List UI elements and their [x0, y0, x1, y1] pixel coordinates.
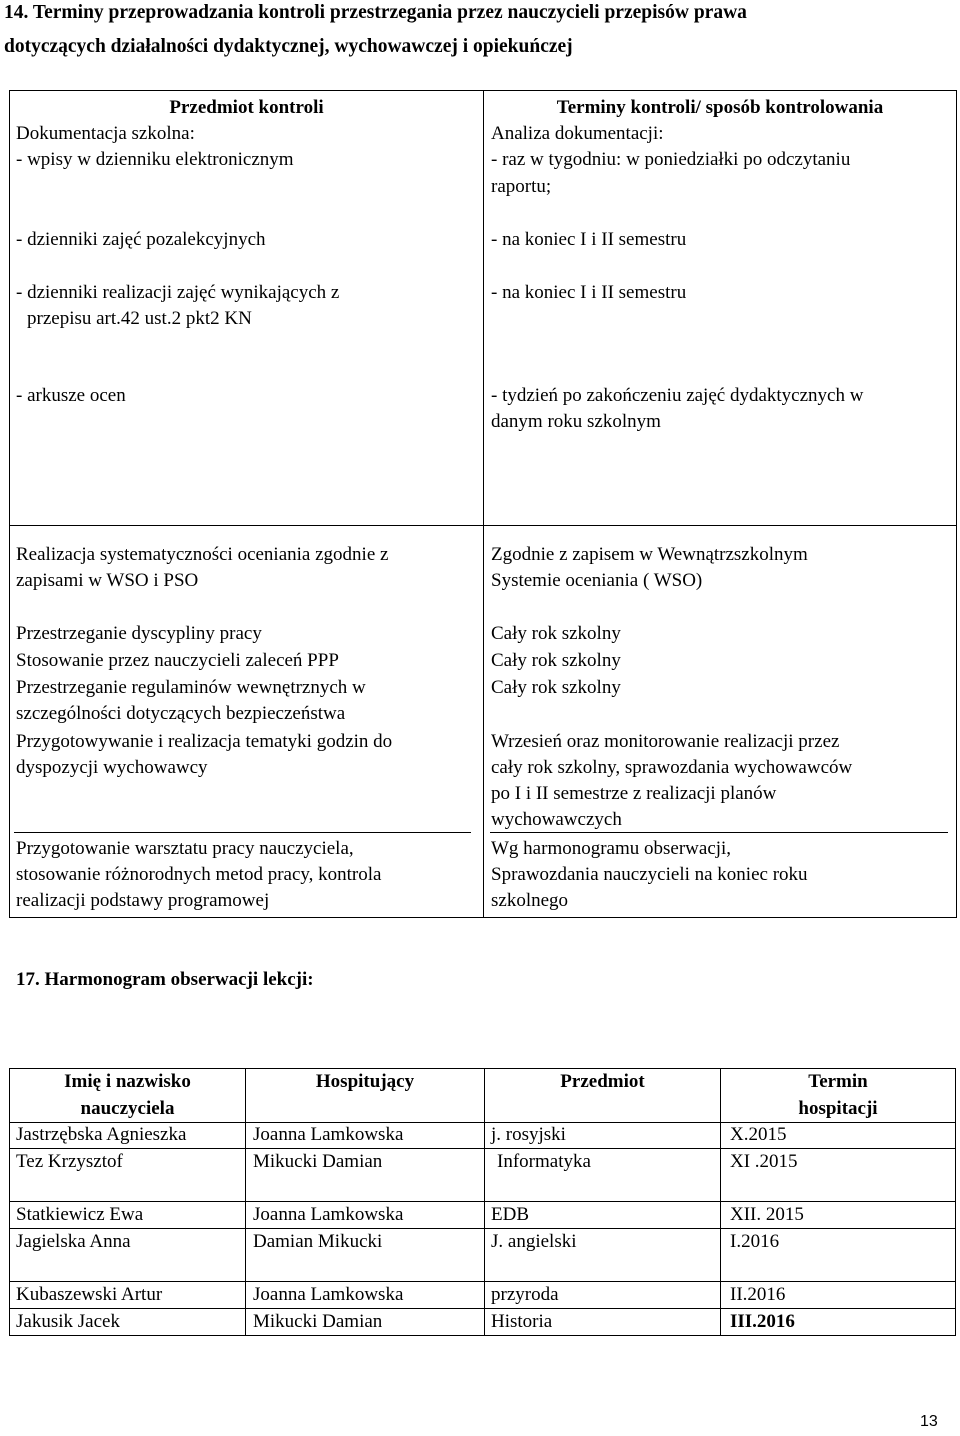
table-border-left — [9, 90, 10, 918]
obs-teacher: Jagielska Anna — [16, 1231, 131, 1252]
analiza-item-3: - na koniec I i II semestru — [491, 282, 687, 303]
warsztat-line2: stosowanie różnorodnych metod pracy, kontrola — [16, 864, 382, 885]
arkusze-ocen: - arkusze ocen — [16, 385, 126, 406]
obs-subject: EDB — [491, 1204, 529, 1225]
caly-rok-3: Cały rok szkolny — [491, 677, 621, 698]
obs-row-divider — [9, 1148, 956, 1149]
obs-row-divider — [9, 1228, 956, 1229]
obs-observer: Damian Mikucki — [253, 1231, 383, 1252]
obs-border-col2 — [245, 1068, 246, 1336]
wg-line3: szkolnego — [491, 890, 569, 911]
col-header-terminy: Terminy kontroli/ sposób kontrolowania — [556, 97, 884, 118]
obs-term: III.2016 — [730, 1311, 795, 1332]
arkusze-termin-line1: - tydzień po zakończeniu zajęć dydaktycznych w — [491, 385, 864, 406]
wso-line2: Systemie oceniania ( WSO) — [491, 570, 703, 591]
obs-subject: przyroda — [491, 1284, 559, 1305]
obs-subject: j. rosyjski — [491, 1124, 566, 1145]
regulaminy-line1: Przestrzeganie regulaminów wewnętrznych w — [16, 677, 366, 698]
warsztat-line3: realizacji podstawy programowej — [16, 890, 270, 911]
analiza-label: Analiza dokumentacji: — [491, 123, 664, 144]
left-cell-separator — [14, 832, 471, 833]
obs-teacher: Statkiewicz Ewa — [16, 1204, 144, 1225]
analiza-item-1-line2: raportu; — [491, 176, 552, 197]
obs-header-subject: Przedmiot — [560, 1071, 645, 1092]
obs-row-divider — [9, 1308, 956, 1309]
obs-observer: Joanna Lamkowska — [253, 1124, 404, 1145]
obs-subject: Informatyka — [497, 1151, 591, 1172]
doc-item-3-line1: - dzienniki realizacji zajęć wynikających z — [16, 282, 340, 303]
obs-header-name-line1: Imię i nazwisko — [64, 1071, 191, 1092]
tematyka-line1: Przygotowywanie i realizacja tematyki godzin do — [16, 731, 393, 752]
doc-label: Dokumentacja szkolna: — [16, 123, 195, 144]
analiza-item-1-line1: - raz w tygodniu: w poniedziałki po odczytaniu — [491, 149, 851, 170]
wrzesien-line4: wychowawczych — [491, 809, 622, 830]
wrzesien-line2: cały rok szkolny, sprawozdania wychowawców — [491, 757, 853, 778]
obs-row-divider — [9, 1201, 956, 1202]
section-14-heading-line1: 14. Terminy przeprowadzania kontroli przestrzegania przez nauczycieli przepisów prawa — [4, 2, 747, 23]
table-border-middle — [483, 90, 484, 918]
analiza-item-2: - na koniec I i II semestru — [491, 229, 687, 250]
obs-teacher: Tez Krzysztof — [16, 1151, 123, 1172]
obs-header-term-line2: hospitacji — [798, 1098, 878, 1119]
section-17-heading: 17. Harmonogram obserwacji lekcji: — [16, 969, 314, 990]
obs-subject: J. angielski — [491, 1231, 577, 1252]
obs-header-observer: Hospitujący — [315, 1071, 415, 1092]
warsztat-line1: Przygotowanie warsztatu pracy nauczyciela, — [16, 838, 354, 859]
obs-observer: Joanna Lamkowska — [253, 1204, 404, 1225]
obs-header-name-line2: nauczyciela — [80, 1098, 175, 1119]
arkusze-termin-line2: danym roku szkolnym — [491, 411, 661, 432]
obs-subject: Historia — [491, 1311, 553, 1332]
table-border-right — [956, 90, 957, 918]
doc-item-2: - dzienniki zajęć pozalekcyjnych — [16, 229, 266, 250]
tematyka-line2: dyspozycji wychowawcy — [16, 757, 208, 778]
obs-header-term-line1: Termin — [808, 1071, 868, 1092]
regulaminy-line2: szczególności dotyczących bezpieczeństwa — [16, 703, 346, 724]
table-divider-row — [9, 525, 957, 526]
obs-term: XII. 2015 — [730, 1204, 804, 1225]
obs-term: I.2016 — [730, 1231, 780, 1252]
obs-border-col3 — [484, 1068, 485, 1336]
realizacja-line2: zapisami w WSO i PSO — [16, 570, 199, 591]
obs-term: XI .2015 — [730, 1151, 798, 1172]
obs-teacher: Jastrzębska Agnieszka — [16, 1124, 187, 1145]
obs-term: II.2016 — [730, 1284, 786, 1305]
wrzesien-line1: Wrzesień oraz monitorowanie realizacji przez — [491, 731, 840, 752]
obs-teacher: Jakusik Jacek — [16, 1311, 120, 1332]
obs-observer: Mikucki Damian — [253, 1151, 383, 1172]
obs-term: X.2015 — [730, 1124, 787, 1145]
realizacja-line1: Realizacja systematyczności oceniania zgodnie z — [16, 544, 389, 565]
wg-line2: Sprawozdania nauczycieli na koniec roku — [491, 864, 808, 885]
page-number: 13 — [920, 1413, 938, 1430]
doc-item-3-line2: przepisu art.42 ust.2 pkt2 KN — [27, 308, 252, 329]
col-header-przedmiot: Przedmiot kontroli — [169, 97, 324, 118]
caly-rok-2: Cały rok szkolny — [491, 650, 621, 671]
obs-border-bottom — [9, 1335, 956, 1336]
dyscyplina: Przestrzeganie dyscypliny pracy — [16, 623, 262, 644]
section-14-heading-line2: dotyczących działalności dydaktycznej, wychowawczej i opiekuńczej — [4, 36, 573, 57]
wrzesien-line3: po I i II semestrze z realizacji planów — [491, 783, 777, 804]
obs-border-right — [955, 1068, 956, 1336]
obs-teacher: Kubaszewski Artur — [16, 1284, 163, 1305]
doc-item-1: - wpisy w dzienniku elektronicznym — [16, 149, 294, 170]
obs-observer: Mikucki Damian — [253, 1311, 383, 1332]
zalecenia-ppp: Stosowanie przez nauczycieli zaleceń PPP — [16, 650, 339, 671]
wg-line1: Wg harmonogramu obserwacji, — [491, 838, 732, 859]
wso-line1: Zgodnie z zapisem w Wewnątrzszkolnym — [491, 544, 808, 565]
caly-rok-1: Cały rok szkolny — [491, 623, 621, 644]
obs-observer: Joanna Lamkowska — [253, 1284, 404, 1305]
